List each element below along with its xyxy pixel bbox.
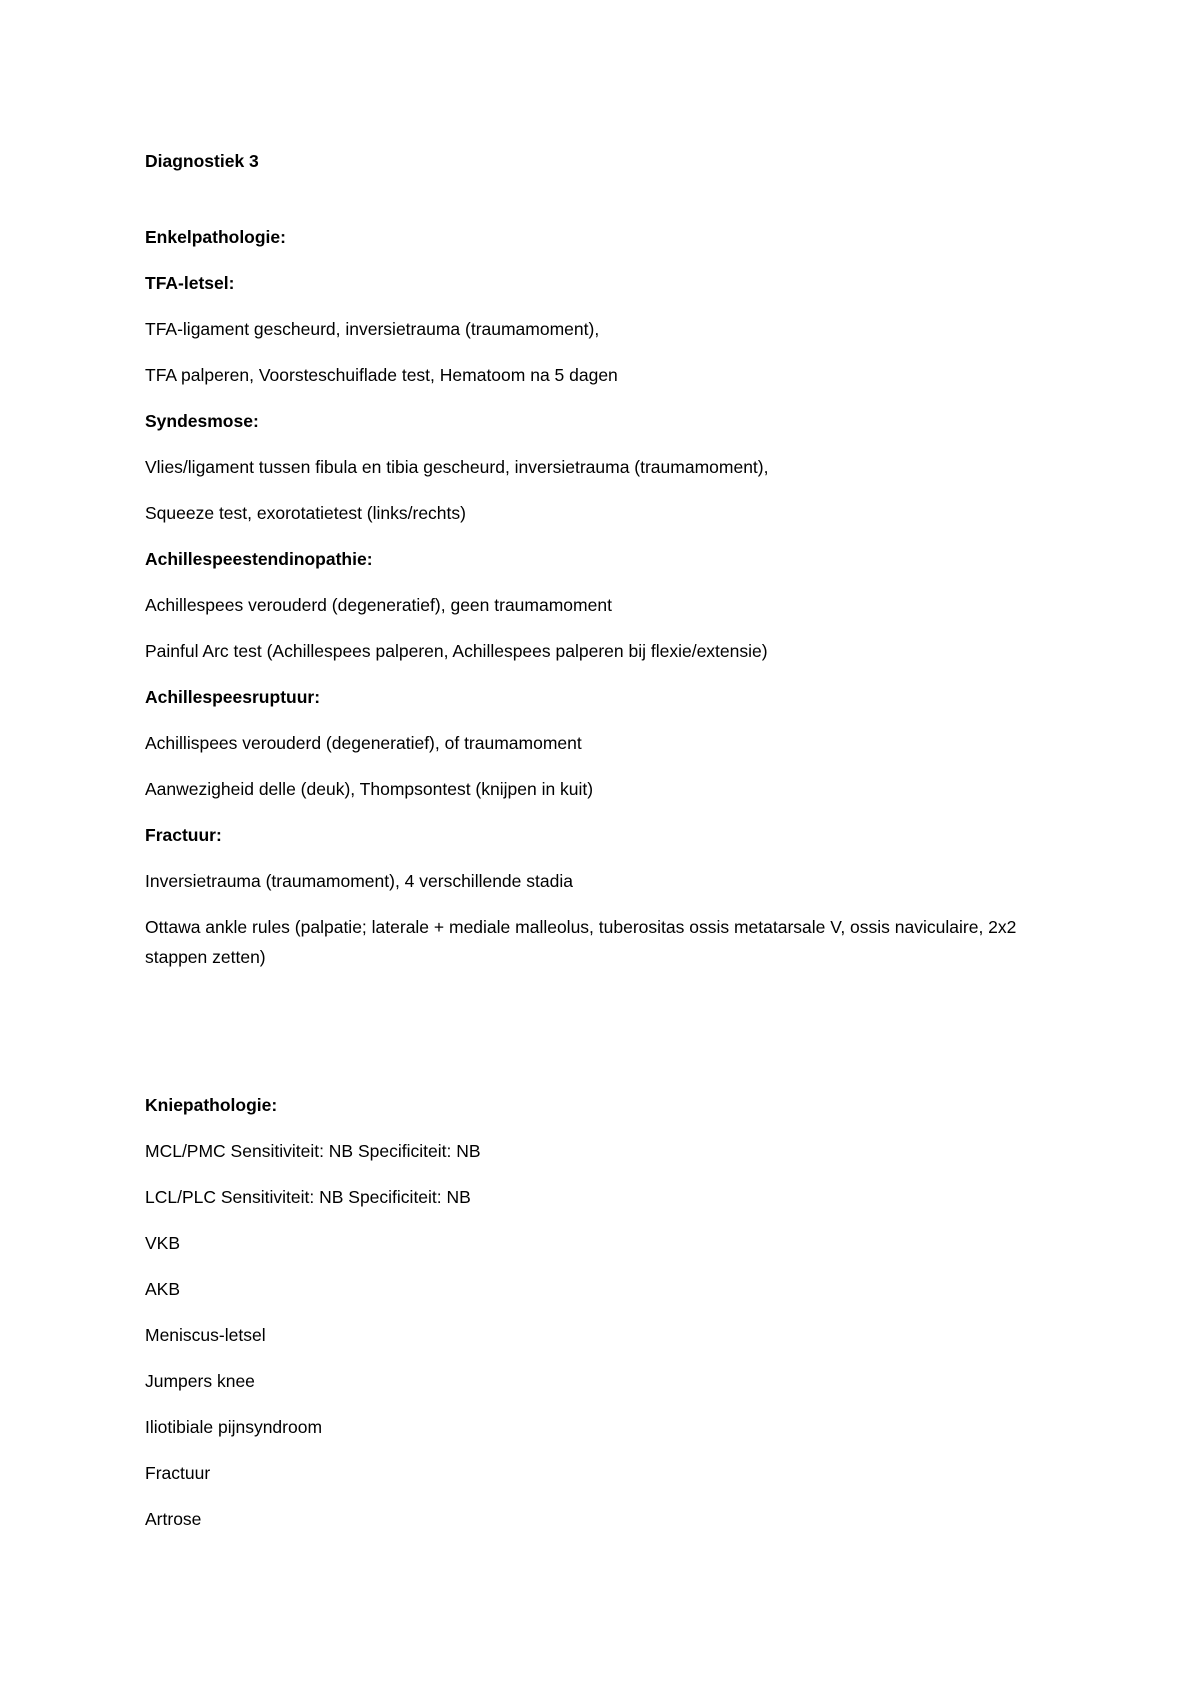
- subheading-achillespeestendinopathie: Achillespeestendinopathie:: [145, 549, 373, 569]
- knee-item-vkb: VKB: [145, 1233, 181, 1253]
- paragraph-tendinopathie-cause: Achillespees verouderd (degeneratief), geen traumamoment: [145, 595, 612, 615]
- paragraph-ruptuur-tests: Aanwezigheid delle (deuk), Thompsontest (knijpen in kuit): [145, 779, 594, 799]
- knee-item-akb: AKB: [145, 1279, 181, 1299]
- subheading-fractuur-ankle: Fractuur:: [145, 825, 222, 845]
- paragraph-ruptuur-cause: Achillispees verouderd (degeneratief), of traumamoment: [145, 733, 582, 753]
- section-heading-ankle: Enkelpathologie:: [145, 227, 286, 247]
- knee-item-fractuur: Fractuur: [145, 1463, 211, 1483]
- paragraph-tfa-tests: TFA palperen, Voorsteschuiflade test, Hematoom na 5 dagen: [145, 365, 618, 385]
- paragraph-syndesmose-cause: Vlies/ligament tussen fibula en tibia gescheurd, inversietrauma (traumamoment),: [145, 457, 769, 477]
- subheading-achillespeesruptuur: Achillespeesruptuur:: [145, 687, 321, 707]
- knee-item-jumpers-knee: Jumpers knee: [145, 1371, 255, 1391]
- knee-item-iliotibiale: Iliotibiale pijnsyndroom: [145, 1417, 323, 1437]
- knee-item-artrose: Artrose: [145, 1509, 202, 1529]
- paragraph-ottawa-ankle-rules: Ottawa ankle rules (palpatie; laterale + mediale malleolus, tuberositas ossis metatarsale V, ossis naviculaire, 2x2 stappen zetten): [145, 917, 1017, 967]
- paragraph-tfa-cause: TFA-ligament gescheurd, inversietrauma (traumamoment),: [145, 319, 600, 339]
- subheading-tfa-letsel: TFA-letsel:: [145, 273, 235, 293]
- paragraph-syndesmose-tests: Squeeze test, exorotatietest (links/rechts): [145, 503, 466, 523]
- knee-item-mcl: MCL/PMC Sensitiviteit: NB Specificiteit: NB: [145, 1141, 481, 1161]
- section-heading-knee: Kniepathologie:: [145, 1095, 278, 1115]
- subheading-syndesmose: Syndesmose:: [145, 411, 259, 431]
- paragraph-fractuur-cause: Inversietrauma (traumamoment), 4 verschillende stadia: [145, 871, 573, 891]
- paragraph-tendinopathie-tests: Painful Arc test (Achillespees palperen, Achillespees palperen bij flexie/extensie): [145, 641, 768, 661]
- document-title: Diagnostiek 3: [145, 151, 259, 171]
- knee-item-lcl: LCL/PLC Sensitiviteit: NB Specificiteit: NB: [145, 1187, 471, 1207]
- document-body: [145, 146, 1045, 1550]
- knee-item-meniscus: Meniscus-letsel: [145, 1325, 266, 1345]
